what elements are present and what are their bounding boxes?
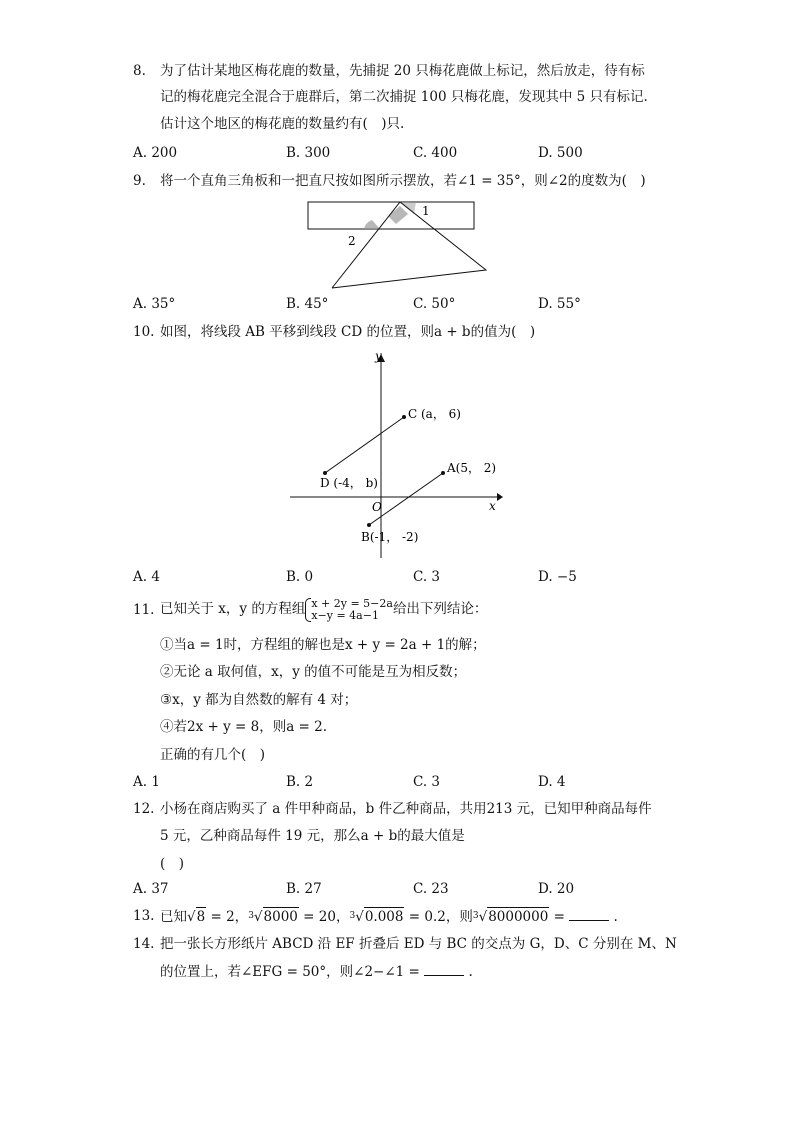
q11-eq2: x−y = 4a−1 [311,608,379,622]
q11-option-c[interactable]: C. 3 [413,774,441,790]
q13-radicand-1: 8 [196,909,206,925]
angle-2-mark [364,220,380,229]
q8-text-line-3: 估计这个地区的梅花鹿的数量约有( )只. [160,116,405,132]
q9-text-line-1: 将一个直角三角板和一把直尺按如图所示摆放，若∠1 = 35°，则∠2的度数为( ) [160,173,646,189]
sqrt-icon: √ [253,909,263,925]
q13-radicand-2: 8000 [263,909,298,925]
q13-eq-3: = 0.2，则 [404,909,473,925]
q11-lead: 已知关于 x，y 的方程组 [160,601,306,617]
q9-number: 9. [133,173,146,189]
q11-number: 11. [133,602,155,618]
q12-option-c[interactable]: C. 23 [413,881,449,897]
q13-prefix: 已知 [160,909,187,925]
angle-1-label: 1 [422,204,430,218]
x-axis-arrow [497,493,503,501]
q13-eq-2: = 20， [298,909,350,925]
q14-end: . [464,964,473,980]
point-d-label: D (-4， b) [320,476,378,490]
q14-text-line-1: 把一张长方形纸片 ABCD 沿 EF 折叠后 ED 与 BC 的交点为 G，D、C 分别在 M、N [160,936,677,952]
q13-radicand-4: 8000000 [488,909,549,925]
point-b [367,523,371,527]
q9-ruler-triangle-figure [300,196,490,292]
sqrt-icon: √ [478,909,488,925]
q12-number: 12. [133,801,155,817]
q11-conclusion-4: ④若2x + y = 8，则a = 2. [160,719,328,735]
q11-equation-system [305,598,393,622]
point-b-label: B(-1， -2) [361,530,419,544]
cube-root-icon: 3 [248,911,254,921]
q13-answer-blank[interactable] [569,908,609,921]
q11-conclusion-1: ①当a = 1时，方程组的解也是x + y = 2a + 1的解； [160,637,486,653]
q10-option-d[interactable]: D. −5 [538,569,577,585]
q11-question: 正确的有几个( ) [160,747,266,763]
q14-line-2-text: 的位置上，若∠EFG = 50°，则∠2−∠1 = [160,964,425,980]
q9-option-b[interactable]: B. 45° [286,296,329,312]
q9-option-d[interactable]: D. 55° [538,296,581,312]
segment-dc [325,417,404,473]
q12-text-line-1: 小杨在商店购买了 a 件甲种商品，b 件乙种商品，共用213 元，已知甲种商品每件 [160,801,652,817]
segment-ba [369,473,443,525]
q13-number: 13. [133,908,155,924]
q11-option-d[interactable]: D. 4 [538,774,566,790]
q8-text-line-2: 记的梅花鹿完全混合于鹿群后，第二次捕捉 100 只梅花鹿，发现其中 5 只有标记. [160,89,648,105]
q8-option-a[interactable]: A. 200 [133,145,178,161]
point-d [323,471,327,475]
origin-label: O [372,500,382,514]
q10-number: 10. [133,324,155,340]
q11-conclusion-3: ③x，y 都为自然数的解有 4 对； [160,692,358,708]
q10-coordinate-figure [285,350,505,565]
q14-text-line-2 [160,963,473,981]
q14-number: 14. [133,936,155,952]
q9-option-a[interactable]: A. 35° [133,296,176,312]
cube-root-icon: 3 [472,911,479,921]
point-c-label: C (a， 6) [408,407,461,421]
point-a [441,471,445,475]
q8-text-line-1: 为了估计某地区梅花鹿的数量，先捕捉 20 只梅花鹿做上标记，然后放走，待有标 [160,63,645,79]
q11-option-a[interactable]: A. 1 [133,774,160,790]
q11-text-line-1 [160,594,487,624]
q12-option-a[interactable]: A. 37 [133,881,169,897]
sqrt-icon: √ [355,909,364,925]
q8-option-c[interactable]: C. 400 [413,145,458,161]
cube-root-icon: 3 [349,911,356,921]
q13-eq-1: = 2， [206,909,249,925]
q12-option-d[interactable]: D. 20 [538,881,575,897]
q12-option-b[interactable]: B. 27 [286,881,322,897]
right-angle-mark [388,206,408,224]
point-c [402,415,406,419]
q11-option-b[interactable]: B. 2 [286,774,314,790]
q11-conclusion-2: ②无论 a 取何值，x，y 的值不可能是互为相反数； [160,664,467,680]
q10-option-b[interactable]: B. 0 [286,569,314,585]
y-axis-label: y [375,350,382,363]
q12-text-line-2: 5 元，乙种商品每件 19 元，那么a + b的最大值是 [160,828,465,844]
point-a-label: A(5， 2) [447,461,497,475]
x-axis-label: x [489,499,496,513]
q13-radicand-3: 0.008 [364,909,404,925]
q12-text-line-3: ( ) [160,856,185,872]
q13-end: . [609,909,618,925]
q10-option-a[interactable]: A. 4 [133,569,160,585]
q11-eq1: x + 2y = 5−2a [311,596,393,610]
q8-number: 8. [133,63,146,79]
q10-text-line-1: 如图，将线段 AB 平移到线段 CD 的位置，则a + b的值为( ) [160,324,536,340]
q13-text [160,907,618,926]
q11-tail: 给出下列结论： [392,601,488,617]
q8-option-b[interactable]: B. 300 [286,145,331,161]
sqrt-icon: √ [187,909,196,925]
q9-option-c[interactable]: C. 50° [413,296,456,312]
q10-option-c[interactable]: C. 3 [413,569,441,585]
q13-eq-4: = [549,909,570,925]
q8-option-d[interactable]: D. 500 [538,145,583,161]
angle-2-label: 2 [348,234,356,248]
q14-answer-blank[interactable] [424,963,464,976]
